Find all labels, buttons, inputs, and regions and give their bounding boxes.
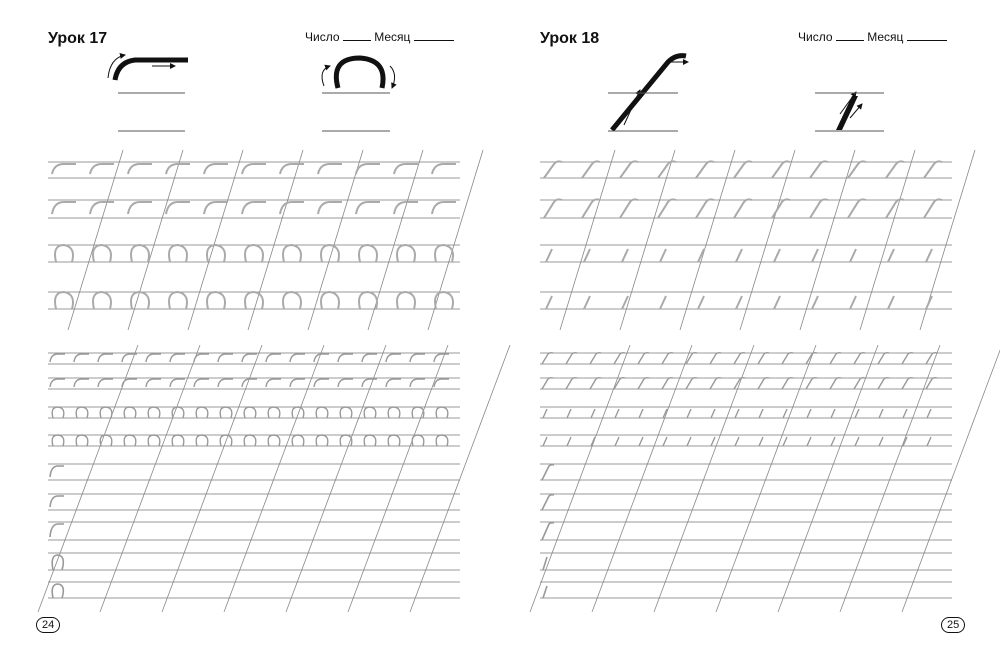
page-number: 25	[941, 617, 965, 633]
practice-stroke	[660, 296, 666, 309]
practice-stroke	[364, 407, 376, 418]
practice-stroke	[542, 495, 554, 510]
practice-stroke	[544, 161, 562, 178]
slant-guides	[38, 150, 1000, 612]
practice-stroke	[268, 435, 280, 446]
practice-stroke	[812, 249, 818, 262]
practice-stroke	[204, 164, 228, 174]
practice-stroke	[590, 353, 601, 364]
slant-guide	[68, 150, 123, 330]
practice-stroke	[782, 378, 793, 389]
practice-stroke	[807, 437, 811, 446]
practice-stroke	[207, 292, 225, 309]
practice-stroke	[356, 202, 380, 214]
practice-stroke	[566, 378, 577, 389]
day-label: Число	[305, 30, 340, 44]
slant-guide	[592, 345, 692, 612]
demo-stroke-long-hook-icon	[608, 56, 688, 131]
demo-stroke-short-line-icon	[815, 92, 884, 131]
practice-stroke	[926, 378, 937, 389]
practice-stroke	[340, 407, 352, 418]
slant-guide	[248, 150, 303, 330]
practice-stroke	[55, 292, 73, 309]
practice-stroke	[90, 202, 114, 214]
practice-stroke	[566, 353, 577, 364]
lesson-title: Урок 17	[48, 30, 108, 47]
practice-stroke	[314, 379, 329, 387]
practice-stroke	[584, 249, 590, 262]
practice-stroke	[924, 199, 942, 218]
slant-guide	[308, 150, 363, 330]
slant-guide	[224, 345, 324, 612]
practice-stroke	[244, 435, 256, 446]
practice-stroke	[544, 199, 562, 218]
practice-stroke	[412, 435, 424, 446]
practice-stroke	[850, 296, 856, 309]
slant-guide	[654, 345, 754, 612]
practice-stroke	[52, 555, 63, 570]
practice-stroke	[687, 409, 691, 418]
practice-stroke	[169, 292, 187, 309]
practice-stroke	[639, 437, 643, 446]
practice-stroke	[926, 296, 932, 309]
practice-stroke	[356, 164, 380, 174]
slant-guide	[778, 345, 878, 612]
practice-stroke	[710, 378, 721, 389]
practice-stroke	[290, 379, 305, 387]
slant-guide	[840, 345, 940, 612]
practice-stroke	[812, 296, 818, 309]
practice-stroke	[686, 378, 697, 389]
practice-stroke	[314, 354, 329, 362]
practice-stroke	[338, 354, 353, 362]
practice-stroke	[169, 245, 187, 262]
practice-stroke	[542, 378, 553, 389]
practice-stroke	[567, 409, 571, 418]
practice-stroke	[397, 292, 415, 309]
practice-stroke	[903, 409, 907, 418]
practice-stroke	[321, 245, 339, 262]
practice-stroke	[434, 379, 449, 387]
practice-stroke	[758, 378, 769, 389]
practice-stroke	[543, 586, 547, 598]
practice-stroke	[855, 437, 859, 446]
practice-stroke	[280, 164, 304, 174]
practice-stroke	[662, 378, 673, 389]
practice-stroke	[878, 378, 889, 389]
practice-stroke	[543, 437, 547, 446]
practice-stroke	[386, 379, 401, 387]
practice-stroke	[268, 407, 280, 418]
practice-stroke	[902, 378, 913, 389]
practice-stroke	[710, 353, 721, 364]
practice-stroke	[52, 164, 76, 174]
practice-stroke	[244, 407, 256, 418]
practice-stroke	[266, 379, 281, 387]
slant-guide	[188, 150, 243, 330]
practice-stroke	[542, 353, 553, 364]
practice-stroke	[74, 379, 89, 387]
slant-guide	[620, 150, 675, 330]
practice-stroke	[543, 409, 547, 418]
practice-stroke	[660, 249, 666, 262]
practice-stroke	[292, 407, 304, 418]
practice-stroke	[338, 379, 353, 387]
practice-stroke	[166, 202, 190, 214]
practice-stroke	[735, 409, 739, 418]
practice-stroke	[362, 354, 377, 362]
practice-stroke	[242, 354, 257, 362]
practice-stroke	[698, 296, 704, 309]
practice-stroke	[888, 249, 894, 262]
practice-stroke	[582, 161, 600, 178]
practice-stroke	[93, 245, 111, 262]
practice-stroke	[622, 249, 628, 262]
practice-stroke	[927, 409, 931, 418]
practice-stroke	[93, 292, 111, 309]
practice-stroke	[734, 199, 752, 218]
practice-stroke	[711, 409, 715, 418]
practice-stroke	[658, 199, 676, 218]
practice-stroke	[854, 353, 865, 364]
practice-stroke	[879, 437, 883, 446]
practice-stroke	[321, 292, 339, 309]
practice-stroke	[878, 353, 889, 364]
practice-stroke	[362, 379, 377, 387]
practice-stroke	[615, 409, 619, 418]
practice-stroke	[98, 354, 113, 362]
practice-stroke	[292, 435, 304, 446]
practice-stroke	[364, 435, 376, 446]
practice-stroke	[218, 379, 233, 387]
practice-stroke	[220, 407, 232, 418]
practice-stroke	[172, 435, 184, 446]
practice-stroke	[615, 437, 619, 446]
practice-stroke	[55, 245, 73, 262]
practice-stroke	[830, 353, 841, 364]
practice-stroke	[412, 407, 424, 418]
practice-stroke	[686, 353, 697, 364]
practice-stroke	[638, 353, 649, 364]
practice-stroke	[432, 164, 456, 174]
practice-stroke	[170, 354, 185, 362]
slant-guide	[162, 345, 262, 612]
practice-stroke	[218, 354, 233, 362]
practice-stroke	[639, 409, 643, 418]
practice-stroke	[128, 202, 152, 214]
practice-stroke	[386, 354, 401, 362]
practice-stroke	[927, 437, 931, 446]
practice-stroke	[52, 584, 63, 598]
practice-stroke	[388, 435, 400, 446]
practice-stroke	[584, 296, 590, 309]
practice-stroke	[394, 202, 418, 214]
practice-stroke	[316, 407, 328, 418]
practice-stroke	[410, 379, 425, 387]
practice-stroke	[242, 202, 266, 214]
practice-stroke	[148, 435, 160, 446]
practice-stroke	[926, 249, 932, 262]
practice-stroke	[359, 245, 377, 262]
practice-stroke	[806, 353, 817, 364]
demo-stroke-oval-icon	[322, 58, 395, 131]
lesson-title: Урок 18	[540, 30, 600, 47]
practice-stroke	[76, 435, 88, 446]
slant-guide	[410, 345, 510, 612]
practice-stroke	[542, 465, 554, 480]
practice-stroke	[831, 437, 835, 446]
practice-stroke	[131, 292, 149, 309]
practice-stroke	[663, 437, 667, 446]
slant-guide	[740, 150, 795, 330]
practice-stroke	[359, 292, 377, 309]
practice-stroke	[98, 379, 113, 387]
practice-stroke	[196, 407, 208, 418]
practice-stroke	[122, 354, 137, 362]
slant-guide	[128, 150, 183, 330]
slant-guide	[100, 345, 200, 612]
practice-stroke	[888, 296, 894, 309]
practice-stroke	[122, 379, 137, 387]
practice-stroke	[100, 407, 112, 418]
practice-stroke	[924, 161, 942, 178]
practice-stroke	[90, 164, 114, 174]
practice-stroke	[782, 353, 793, 364]
practice-stroke	[50, 496, 64, 507]
practice-stroke	[774, 296, 780, 309]
practice-stroke	[759, 409, 763, 418]
ruling-lines	[48, 162, 952, 598]
practice-stroke	[662, 353, 673, 364]
practice-stroke	[124, 435, 136, 446]
practice-stroke	[736, 249, 742, 262]
practice-stroke	[758, 353, 769, 364]
practice-stroke	[774, 249, 780, 262]
practice-stroke	[283, 292, 301, 309]
practice-stroke	[435, 292, 453, 309]
practice-stroke	[148, 407, 160, 418]
practice-stroke	[394, 164, 418, 174]
slant-guide	[716, 345, 816, 612]
practice-stroke	[807, 409, 811, 418]
practice-stroke	[52, 407, 64, 418]
practice-stroke	[830, 378, 841, 389]
practice-stroke	[436, 407, 448, 418]
practice-stroke	[638, 378, 649, 389]
practice-stroke	[316, 435, 328, 446]
practice-stroke	[146, 354, 161, 362]
practice-stroke	[266, 354, 281, 362]
practice-stroke	[855, 409, 859, 418]
practice-stroke	[435, 245, 453, 262]
practice-stroke	[436, 435, 448, 446]
practice-stroke	[410, 354, 425, 362]
demo-stroke-hook-icon	[108, 55, 188, 131]
practice-stroke	[50, 354, 65, 362]
practice-stroke	[711, 437, 715, 446]
practice-stroke	[124, 407, 136, 418]
practice-stroke	[806, 378, 817, 389]
practice-stroke	[850, 249, 856, 262]
practice-stroke	[696, 199, 714, 218]
day-label: Число	[798, 30, 833, 44]
practice-stroke	[783, 437, 787, 446]
practice-stroke	[52, 435, 64, 446]
practice-stroke	[196, 435, 208, 446]
practice-stroke	[736, 296, 742, 309]
practice-stroke	[546, 296, 552, 309]
practice-stroke	[290, 354, 305, 362]
practice-stroke	[590, 378, 601, 389]
practice-stroke	[879, 409, 883, 418]
practice-stroke	[76, 407, 88, 418]
practice-stroke	[434, 354, 449, 362]
practice-stroke	[810, 199, 828, 218]
practice-stroke	[50, 379, 65, 387]
page-number: 24	[36, 617, 60, 633]
slant-guide	[680, 150, 735, 330]
practice-stroke	[687, 437, 691, 446]
practice-stroke	[172, 407, 184, 418]
practice-stroke	[620, 199, 638, 218]
practice-stroke	[318, 202, 342, 214]
slant-guide	[800, 150, 855, 330]
slant-guide	[428, 150, 483, 330]
practice-stroke	[735, 437, 739, 446]
practice-stroke	[432, 202, 456, 214]
practice-stroke	[242, 379, 257, 387]
practice-stroke	[131, 245, 149, 262]
practice-stroke	[696, 161, 714, 178]
practice-stroke	[318, 164, 342, 174]
practice-stroke	[848, 199, 866, 218]
practice-stroke	[734, 161, 752, 178]
practice-stroke	[542, 523, 554, 540]
practice-stroke	[783, 409, 787, 418]
month-label: Месяц	[867, 30, 904, 44]
practice-stroke	[52, 202, 76, 214]
practice-stroke	[591, 409, 595, 418]
practice-stroke	[397, 245, 415, 262]
practice-stroke	[546, 249, 552, 262]
slant-guide	[902, 345, 1000, 612]
slant-guide	[286, 345, 386, 612]
practice-stroke	[242, 164, 266, 174]
practice-stroke	[620, 161, 638, 178]
practice-stroke	[245, 245, 263, 262]
practice-stroke	[810, 161, 828, 178]
practice-stroke	[388, 407, 400, 418]
practice-stroke	[886, 161, 904, 178]
practice-stroke	[194, 379, 209, 387]
practice-stroke	[50, 524, 64, 537]
practice-stroke	[283, 245, 301, 262]
practice-stroke	[902, 353, 913, 364]
practice-stroke	[50, 466, 64, 477]
practice-stroke	[146, 379, 161, 387]
practice-stroke	[772, 199, 790, 218]
practice-stroke	[567, 437, 571, 446]
practice-stroke	[734, 353, 745, 364]
practice-stroke	[245, 292, 263, 309]
practice-stroke	[74, 354, 89, 362]
practice-stroke	[128, 164, 152, 174]
month-label: Месяц	[374, 30, 411, 44]
practice-stroke	[831, 409, 835, 418]
practice-stroke	[170, 379, 185, 387]
practice-stroke	[759, 437, 763, 446]
